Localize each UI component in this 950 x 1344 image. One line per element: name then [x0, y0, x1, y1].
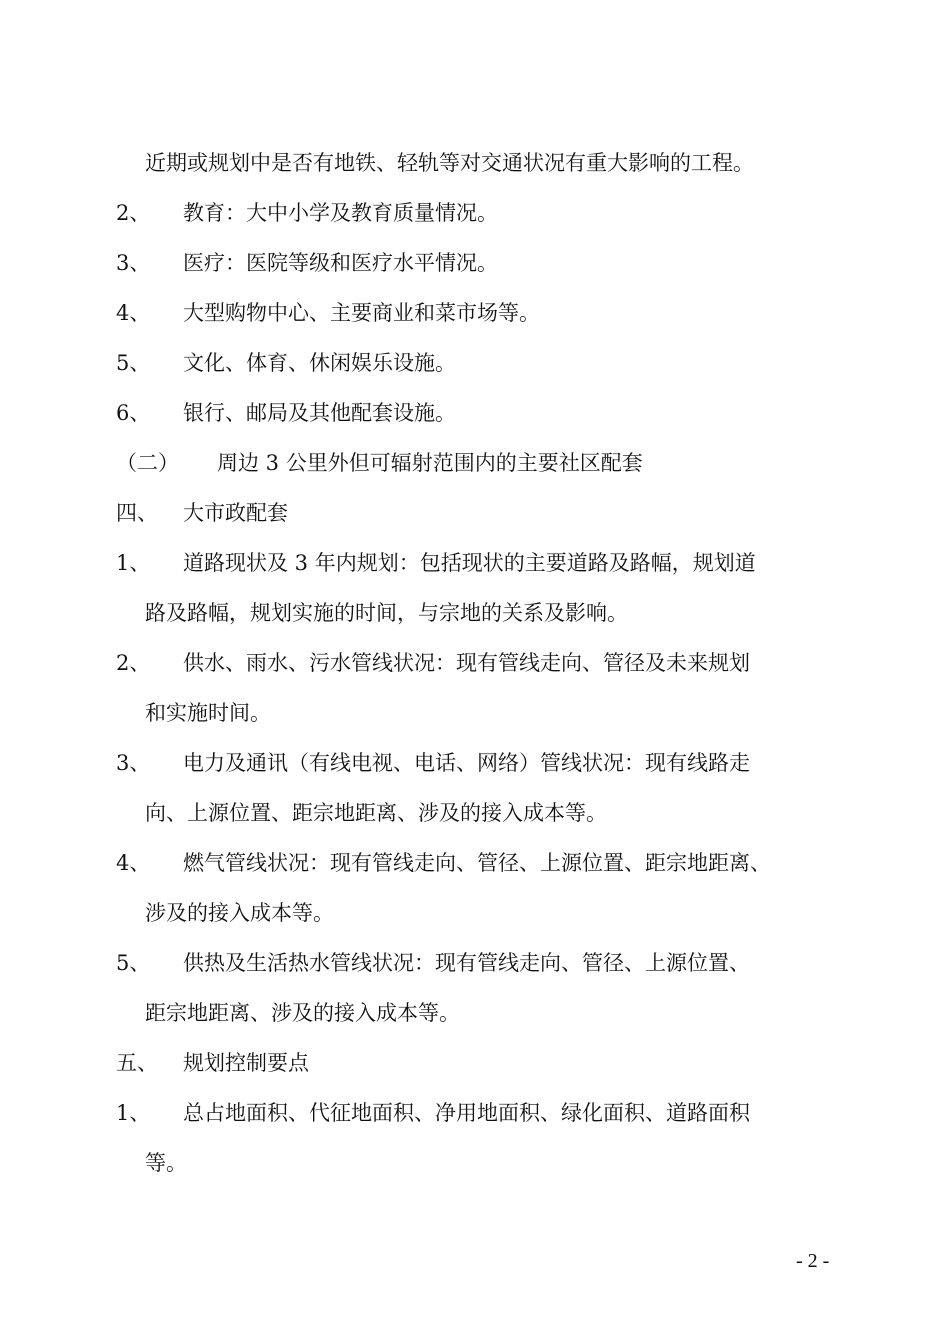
- subsection-text: 周边 3 公里外但可辐射范围内的主要社区配套: [217, 451, 643, 475]
- item-number: 3、: [116, 251, 151, 275]
- item-number: 1、: [116, 551, 151, 575]
- item-number: 2、: [116, 651, 151, 675]
- item-number: 5、: [116, 351, 151, 375]
- item-text: 大型购物中心、主要商业和菜市场等。: [183, 301, 540, 325]
- line-text: 和实施时间。: [145, 701, 271, 725]
- item-text: 总占地面积、代征地面积、净用地面积、绿化面积、道路面积: [183, 1101, 750, 1125]
- page-number: - 2 -: [796, 1250, 830, 1272]
- item-text: 银行、邮局及其他配套设施。: [183, 401, 456, 425]
- line-text: 涉及的接入成本等。: [145, 901, 334, 925]
- item-text: 医疗：医院等级和医疗水平情况。: [183, 251, 498, 275]
- item-text: 电力及通讯（有线电视、电话、网络）管线状况：现有线路走: [183, 751, 750, 775]
- line-text: 距宗地距离、涉及的接入成本等。: [145, 1001, 460, 1025]
- item-text: 教育：大中小学及教育质量情况。: [183, 201, 498, 225]
- subsection-number: （二）: [116, 451, 179, 475]
- line-text: 等。: [145, 1151, 187, 1175]
- item-number: 6、: [116, 401, 151, 425]
- item-text: 供热及生活热水管线状况：现有管线走向、管径、上源位置、: [183, 951, 750, 975]
- item-text: 燃气管线状况：现有管线走向、管径、上源位置、距宗地距离、: [183, 851, 771, 875]
- item-text: 文化、体育、休闲娱乐设施。: [183, 351, 456, 375]
- item-number: 2、: [116, 201, 151, 225]
- section-text: 规划控制要点: [183, 1051, 309, 1075]
- item-number: 1、: [116, 1101, 151, 1125]
- section-number: 五、: [116, 1051, 158, 1075]
- item-number: 4、: [116, 301, 151, 325]
- section-text: 大市政配套: [183, 501, 288, 525]
- item-number: 3、: [116, 751, 151, 775]
- line-text: 路及路幅，规划实施的时间，与宗地的关系及影响。: [145, 601, 628, 625]
- item-text: 供水、雨水、污水管线状况：现有管线走向、管径及未来规划: [183, 651, 750, 675]
- item-text: 道路现状及 3 年内规划：包括现状的主要道路及路幅，规划道: [183, 551, 756, 575]
- item-number: 5、: [116, 951, 151, 975]
- section-number: 四、: [116, 501, 158, 525]
- line-text: 近期或规划中是否有地铁、轻轨等对交通状况有重大影响的工程。: [145, 151, 754, 175]
- line-text: 向、上源位置、距宗地距离、涉及的接入成本等。: [145, 801, 607, 825]
- item-number: 4、: [116, 851, 151, 875]
